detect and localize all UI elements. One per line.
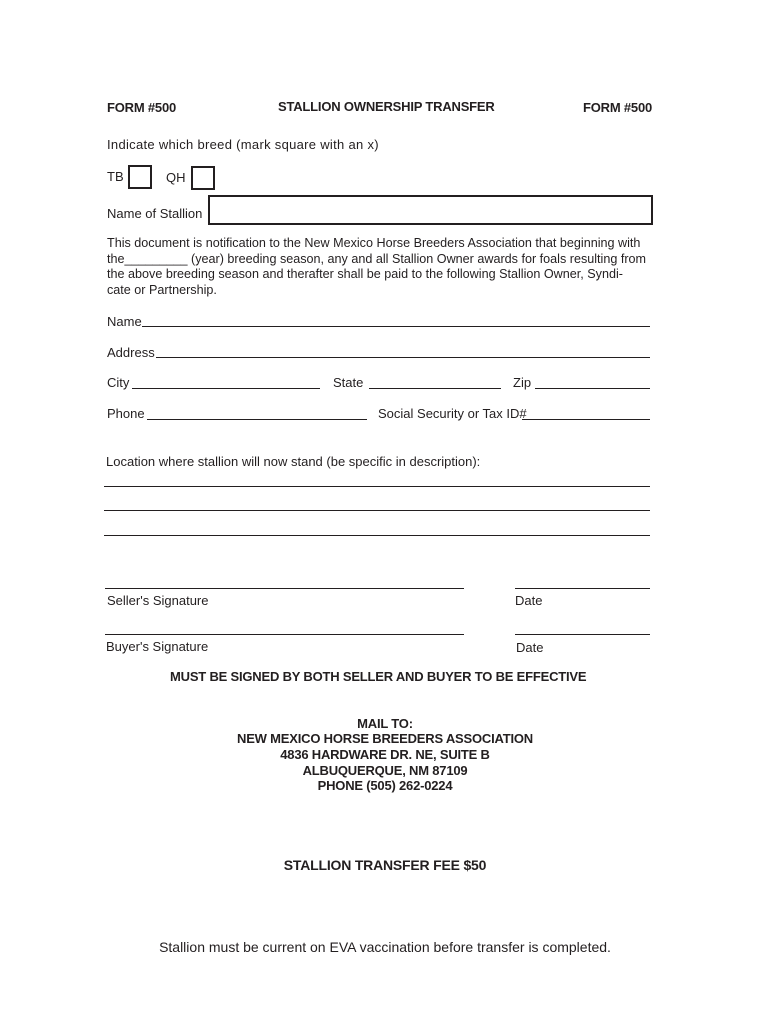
ssn-label: Social Security or Tax ID# [378,406,527,421]
qh-label: QH [166,170,186,185]
address-line[interactable] [156,357,650,358]
must-sign-notice: MUST BE SIGNED BY BOTH SELLER AND BUYER TO BE EFFECTIVE [170,669,587,684]
notice-line-4: cate or Partnership. [107,282,217,297]
tb-label: TB [107,169,124,184]
stallion-name-field[interactable] [208,195,653,225]
transfer-fee: STALLION TRANSFER FEE $50 [283,857,487,873]
mail-phone: PHONE (505) 262-0224 [317,778,453,793]
phone-label: Phone [107,406,145,421]
city-label: City [107,375,130,390]
form-number-left: FORM #500 [107,100,177,115]
form-number-right: FORM #500 [583,100,653,115]
breed-instruction: Indicate which breed (mark square with an x) [107,137,379,152]
zip-label: Zip [513,375,532,390]
state-label: State [333,375,364,390]
name-label: Name [107,314,142,329]
seller-signature-line[interactable] [105,588,464,589]
phone-line[interactable] [147,419,367,420]
buyer-signature-label: Buyer's Signature [106,639,209,654]
stallion-name-label: Name of Stallion [107,206,203,221]
location-line-2[interactable] [104,510,650,511]
location-line-3[interactable] [104,535,650,536]
location-line-1[interactable] [104,486,650,487]
notice-paragraph [107,236,667,298]
city-line[interactable] [132,388,320,389]
address-label: Address [107,345,155,360]
ssn-line[interactable] [522,419,650,420]
notice-line-3: the above breeding season and therafter shall be paid to the following Stallion Owner, Syndi- [107,267,623,282]
mail-org: NEW MEXICO HORSE BREEDERS ASSOCIATION [237,731,533,746]
notice-line-1: This document is notification to the New Mexico Horse Breeders Association that beginning with [107,236,641,250]
mail-city: ALBUQUERQUE, NM 87109 [302,763,468,778]
seller-signature-label: Seller's Signature [107,593,209,608]
mail-heading: MAIL TO: [357,716,413,731]
name-line[interactable] [142,326,650,327]
zip-line[interactable] [535,388,650,389]
buyer-date-line[interactable] [515,634,650,635]
notice-line-2: the_________ (year) breeding season, any and all Stallion Owner awards for foals resulting from [107,251,647,266]
buyer-signature-line[interactable] [105,634,464,635]
eva-note: Stallion must be current on EVA vaccination before transfer is completed. [159,939,611,955]
state-line[interactable] [369,388,501,389]
buyer-date-label: Date [516,640,544,655]
page-title: STALLION OWNERSHIP TRANSFER [278,99,495,114]
seller-date-label: Date [515,593,543,608]
seller-date-line[interactable] [515,588,650,589]
qh-checkbox[interactable] [191,166,215,190]
mail-street: 4836 HARDWARE DR. NE, SUITE B [280,747,490,762]
location-label: Location where stallion will now stand (be specific in description): [106,454,481,469]
tb-checkbox[interactable] [128,165,152,189]
